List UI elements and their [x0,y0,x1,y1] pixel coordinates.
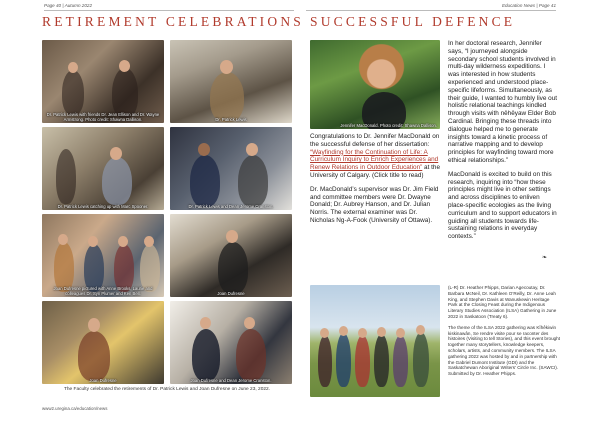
article-intro: Congratulations to Dr. Jennifer MacDonald on the successful defense of her dissertation: “Wayfinding for the Continuation of Life: A Curriculum Inquiry to Enrich Experiences and Renew Relations in Outdoor Education” at the University of Calgary. (Click title to read) [310,133,441,179]
article-column-left [310,133,442,231]
retirement-photo-8 [170,301,292,384]
photo-caption: Dr. Patrick Lewis [215,117,247,122]
photo-caption: Joan Dufresne and Dean Jerome Cranston. [190,378,272,383]
page-header-left: Page 40 | Autumn 2022 [44,3,93,8]
retirement-photo-4 [170,127,292,210]
retirement-photo-2 [170,40,292,123]
ilsa-caption-theme: The theme of the ILSA 2022 gathering was Kîhêkiwin kiskinawân, Se rendre visite pour se raconter des histoires (Visiting to tell Stories), and this event brought together many storytellers, knowledge keepers, scholars, artists, and community members. The ILSA gathering 2022 was hosted by and in partnership with the Gabriel Dumont Institute (GDI) and the Saskatchewan Aboriginal Writers’ Circle Inc. (SAWCI). Submitted by Dr. Heather Phipps. [448,324,561,377]
photo-caption: Jennifer MacDonald. Photo credit: Shawna Dallison. [340,123,437,128]
jennifer-macdonald-photo [310,40,440,129]
dissertation-link[interactable]: “Wayfinding for the Continuation of Life: A Curriculum Inquiry to Enrich Experiences and Renew Relations in Outdoor Education” [310,148,439,172]
retirement-photo-3 [42,127,164,210]
retirement-photo-6 [170,214,292,297]
ilsa-caption [448,285,560,382]
successful-defence-title: SUCCESSFUL DEFENCE [310,14,516,29]
article-column-right [448,40,558,247]
retirement-photo-5 [42,214,164,297]
retirement-photo-7 [42,301,164,384]
photo-caption: Joan Dufresne pictured with Anne Brooks, Laurie and colleagues Dr. Syn Plumer and Ken Bell. [53,286,153,296]
photo-caption: Dr. Patrick Lewis with friends Dr. Jean Ellison and Dr. Wayne Armstrong. Photo credit: Shawna Dallison. [46,112,160,122]
header-rule-right [306,10,556,11]
retirement-bottom-caption: The Faculty celebrated the retirements of Dr. Patrick Lewis and Joan Dufresne on June 23, 2022. [63,387,271,392]
photo-caption: Joan Dufresne [217,291,245,296]
article-supervisor: Dr. MacDonald’s supervisor was Dr. Jim Field and committee members were Dr. Dwayne Donald; Dr. Aubrey Hanson, and Dr. Julian Norris. The external examiner was Dr. Nicholas Ng-A-Fook (University of Ottawa). [310,185,439,224]
ilsa-caption-names: (L-R) Dr. Heather Phipps, Darian Agecoutay, Dr. Barbara McNeil, Dr. Kathleen O’Reilly, Dr. Anne Leah King, and Stephen Davis at Wanuskewin Heritage Park at the Closing Feast during the Indigenous Literary Studies Association (ILSA) Gathering in June 2022 in Saskatoon (Treaty 6). [448,285,557,319]
footer-url[interactable]: www2.uregina.ca/education/news [42,406,108,411]
page-header-right: Education News | Page 41 [501,3,556,8]
photo-caption: Dr. Patrick Lewis catching up with Marc Spooner. [57,204,149,209]
article-excited: MacDonald is excited to build on this research, inquiring into “how these principles might live in other settings and across disciplines to enliven place-specific ecologies as the living curriculum and to support educators in guiding all students towards life-sustaining relations in everyday contexts.” [448,170,557,241]
photo-caption: Dr. Patrick Lewis and Dean Jerome Cranston. [188,204,274,209]
header-rule-left [44,10,294,11]
ilsa-group-photo [310,285,440,397]
photo-caption: Joan Dufresne [89,378,117,383]
article-research: In her doctoral research, Jennifer says, “I journeyed alongside secondary school students involved in multi-day wilderness expeditions. I was interested in how students experienced and understood place-specific lifeforms. Simultaneously, as their guide, I wanted to humbly live out holistic relational teachings kindled through visits with nêhêyaw Elder Bob Cardinal. Bringing these threads into dialogue helped me to generate insights toward a kinetic process of narrative mapping and to develop principles for wayfinding toward more ethical relationships.” [448,40,558,164]
retirement-celebrations-title: RETIREMENT CELEBRATIONS [42,14,304,29]
leaf-icon: ❧ [542,255,548,261]
retirement-photo-1 [42,40,164,123]
